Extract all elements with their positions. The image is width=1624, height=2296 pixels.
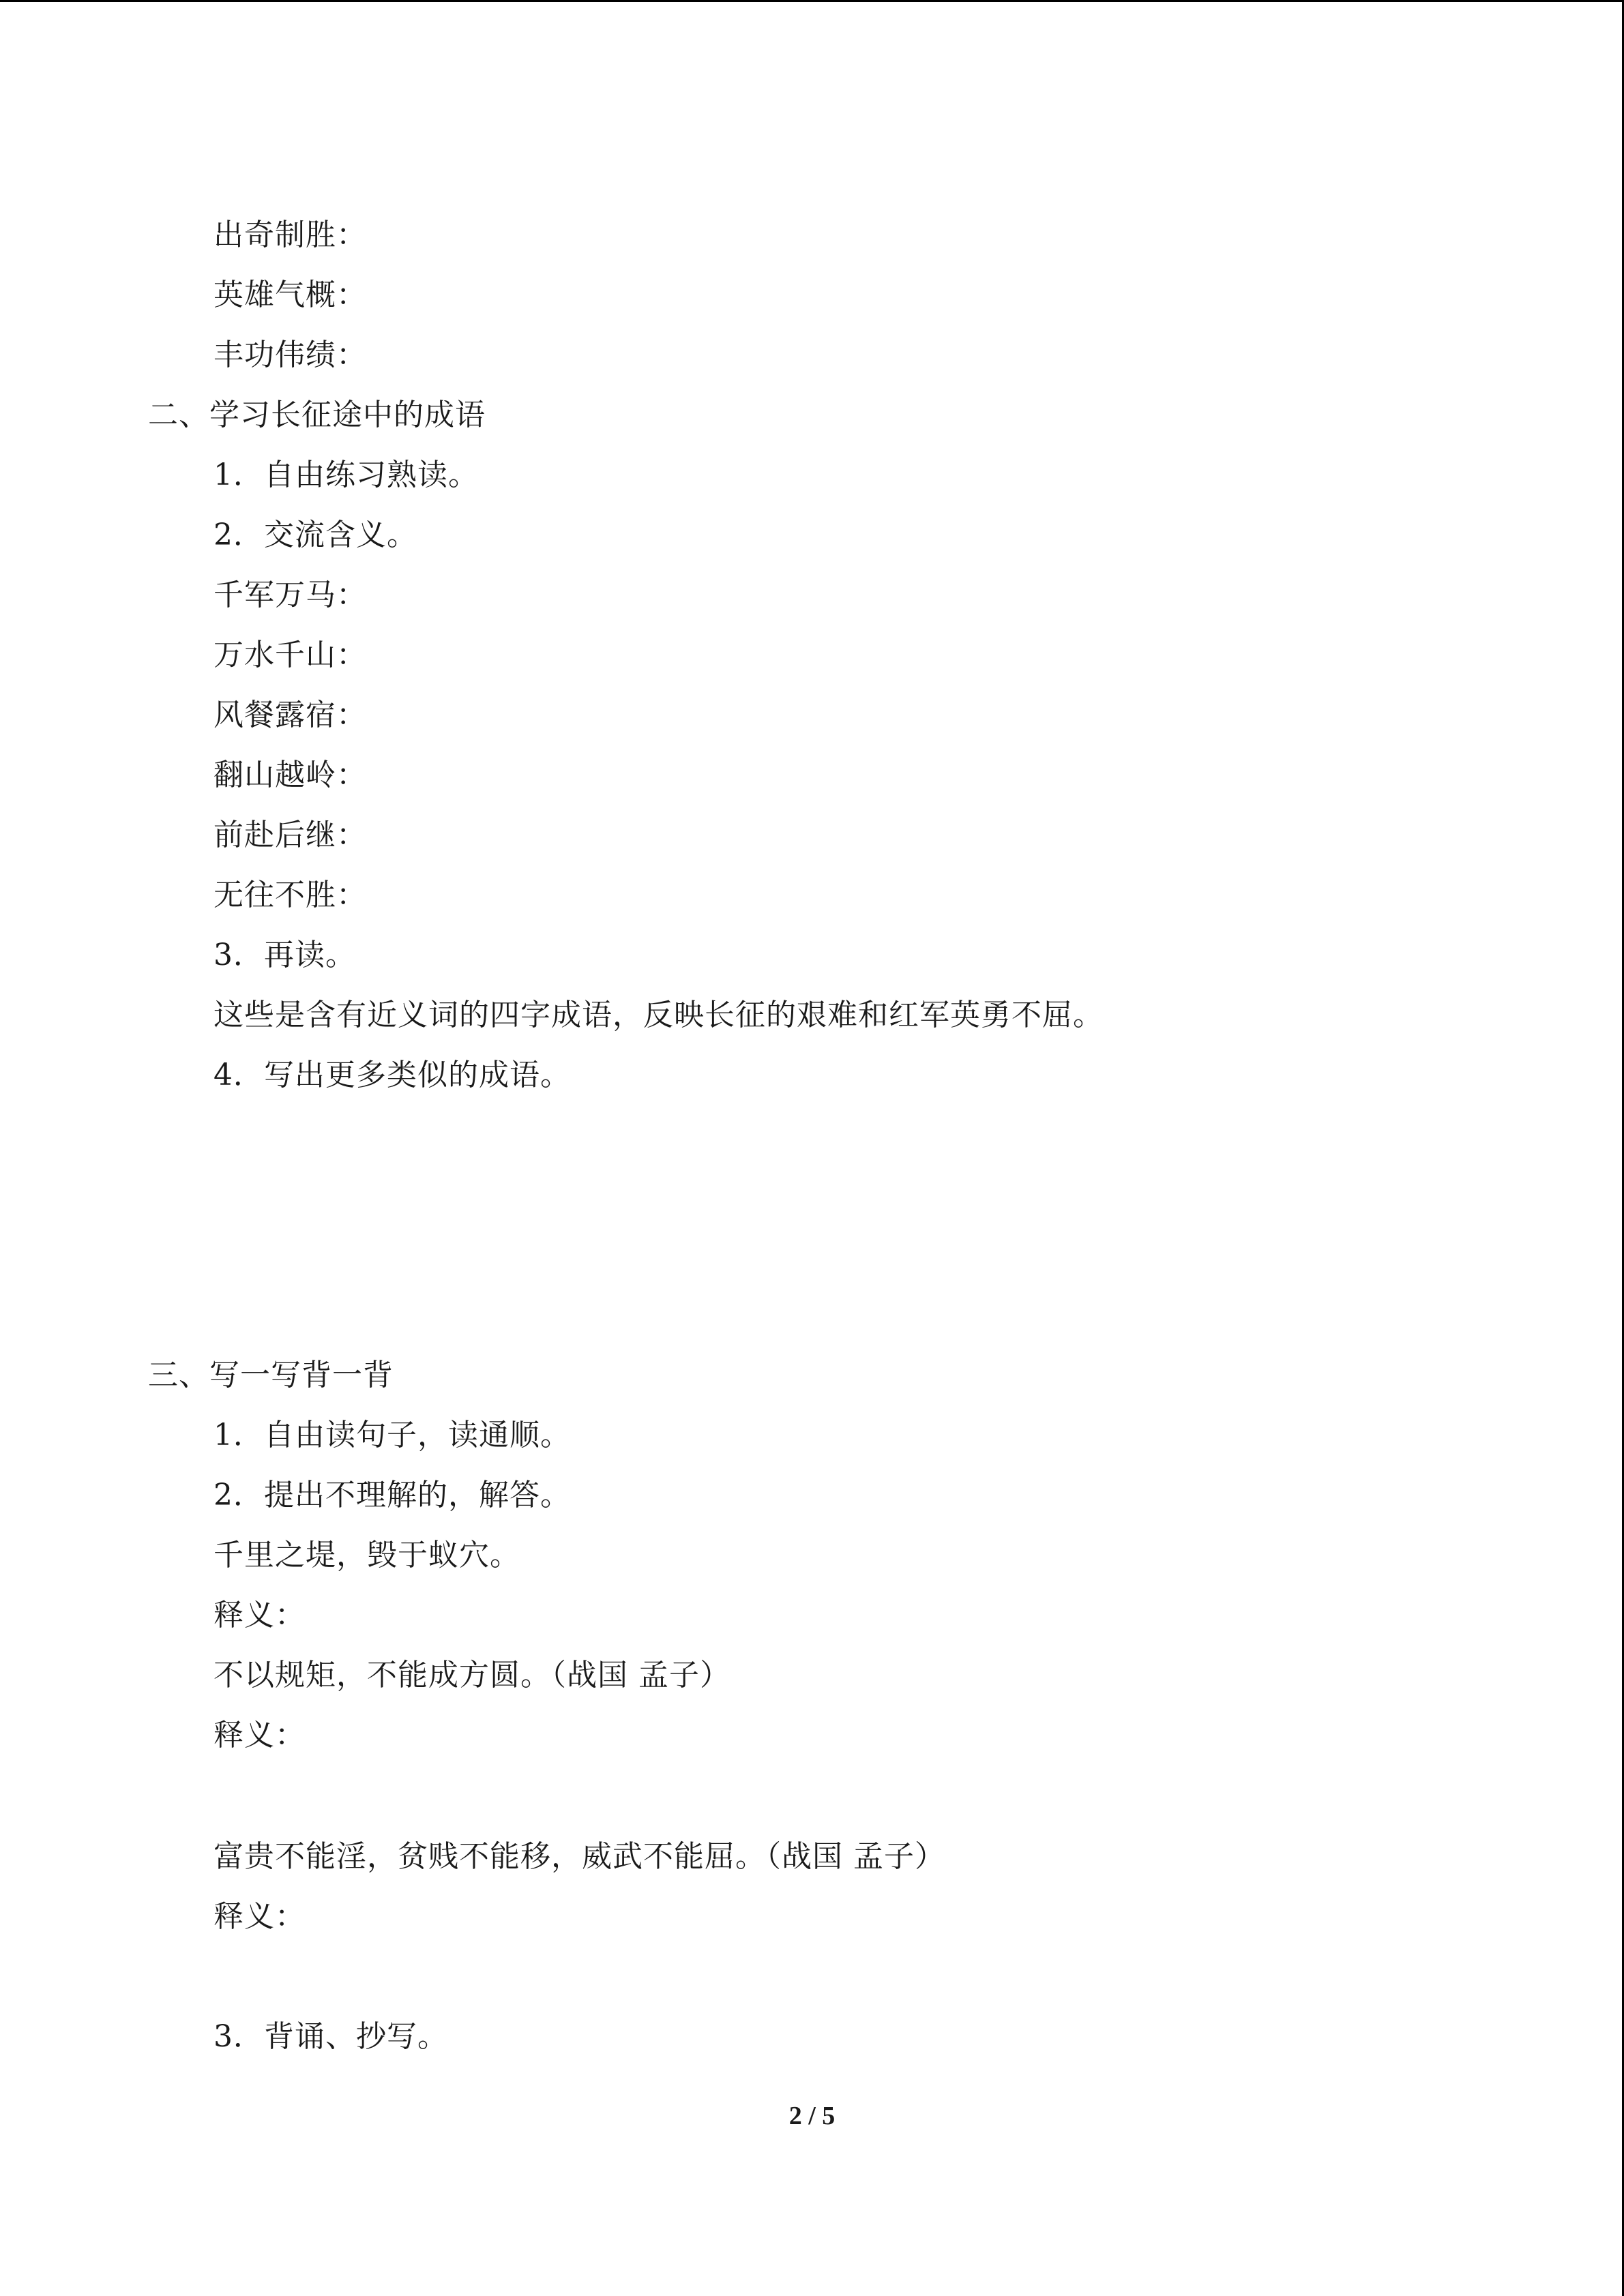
page-number: 2 / 5 xyxy=(788,2102,836,2130)
quote-line: 富贵不能淫，贫贱不能移，威武不能屈。（战国 孟子） xyxy=(213,1839,945,1874)
quote-line: 不以规矩，不能成方圆。（战国 孟子） xyxy=(213,1658,730,1693)
idiom-line: 出奇制胜： xyxy=(213,218,367,252)
definition-label: 释义： xyxy=(213,1899,306,1934)
step-line: 4．写出更多类似的成语。 xyxy=(213,1058,571,1092)
idiom-line: 无往不胜： xyxy=(213,878,367,912)
step-line: 3．背诵、抄写。 xyxy=(213,2019,448,2054)
step-line: 1．自由读句子，读通顺。 xyxy=(213,1418,571,1452)
definition-label: 释义： xyxy=(213,1598,306,1632)
idiom-line: 丰功伟绩： xyxy=(213,338,367,372)
paragraph-line: 这些是含有近义词的四字成语，反映长征的艰难和红军英勇不屈。 xyxy=(213,998,1104,1032)
idiom-line: 翻山越岭： xyxy=(213,758,367,792)
idiom-line: 前赴后继： xyxy=(213,818,367,852)
quote-line: 千里之堤，毁于蚁穴。 xyxy=(213,1538,520,1572)
page-top-border xyxy=(0,0,1624,2)
step-line: 2．交流含义。 xyxy=(213,518,417,552)
idiom-line: 万水千山： xyxy=(213,638,367,672)
step-line: 2．提出不理解的，解答。 xyxy=(213,1478,571,1512)
step-line: 3．再读。 xyxy=(213,938,356,972)
idiom-line: 英雄气概： xyxy=(213,278,367,312)
idiom-line: 风餐露宿： xyxy=(213,698,367,732)
step-line: 1．自由练习熟读。 xyxy=(213,458,479,492)
idiom-line: 千军万马： xyxy=(213,578,367,612)
section-heading: 三、写一写背一背 xyxy=(148,1358,394,1392)
section-heading: 二、学习长征途中的成语 xyxy=(148,398,486,432)
definition-label: 释义： xyxy=(213,1718,306,1753)
